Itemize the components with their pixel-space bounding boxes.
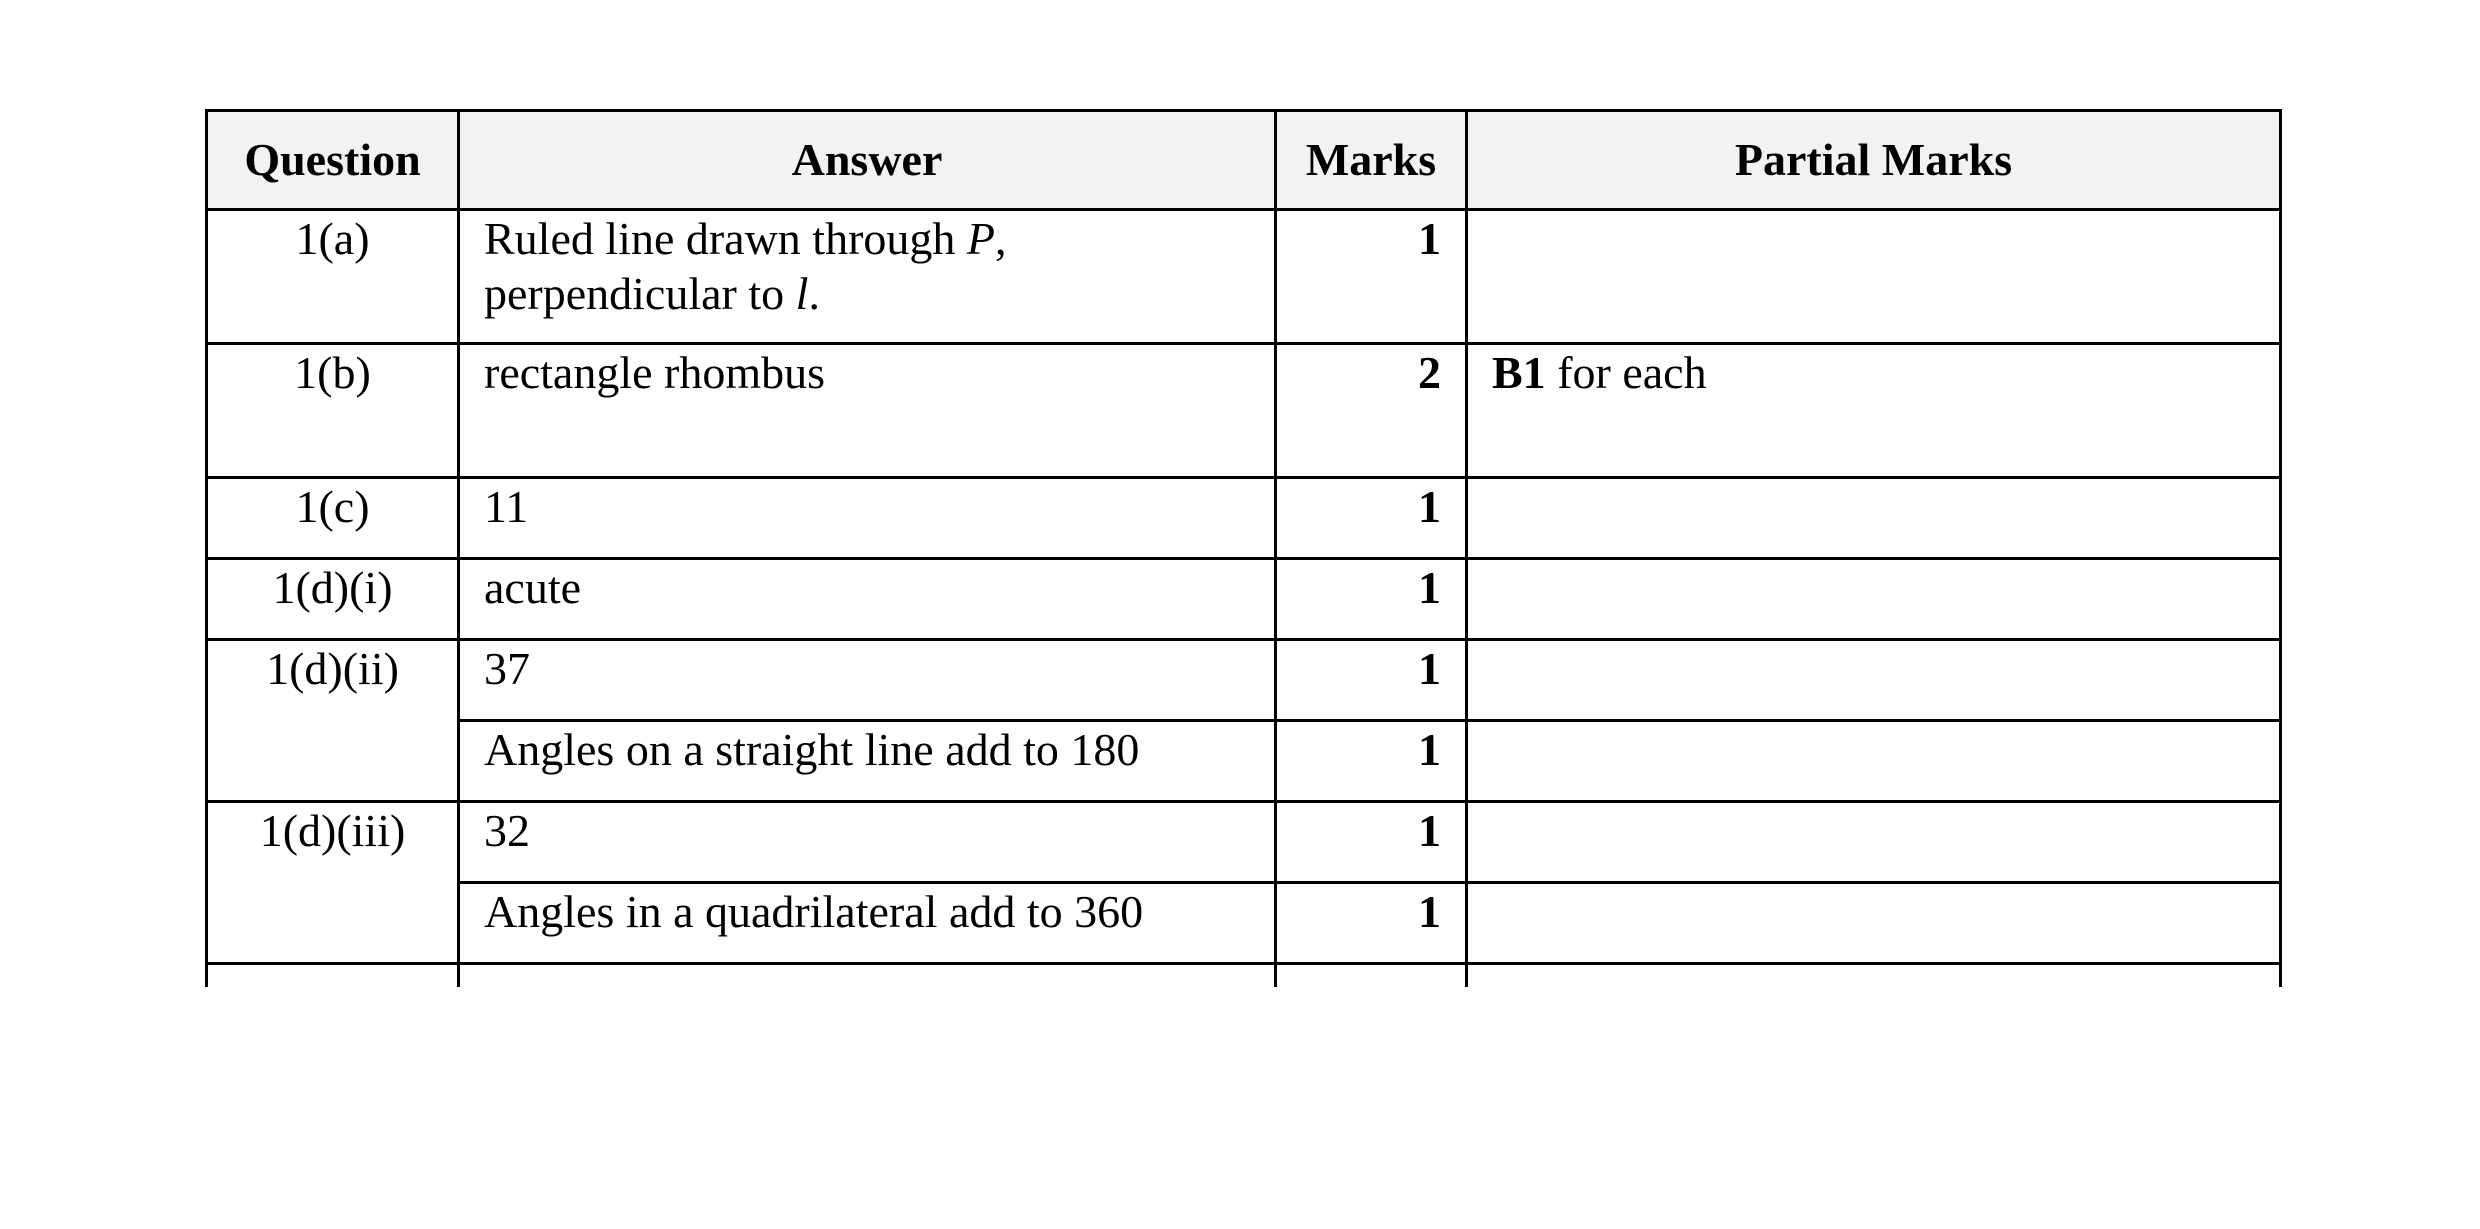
table-row	[207, 478, 2281, 559]
answer-text: ,	[995, 213, 1007, 264]
partial-marks-cell	[1467, 559, 2281, 640]
mark-code: B1	[1492, 347, 1546, 398]
answer-cell: 32	[459, 802, 1276, 883]
partial-marks-cell	[1467, 344, 2281, 478]
partial-marks-cell	[1467, 721, 2281, 802]
partial-marks-text: for each	[1545, 347, 1707, 398]
partial-marks-cell	[1467, 964, 2281, 988]
partial-marks-cell	[1467, 802, 2281, 883]
answer-variable: l	[795, 268, 809, 320]
question-cell: 1(c)	[207, 478, 459, 559]
answer-cell: acute	[459, 559, 1276, 640]
marks-cell	[1276, 964, 1467, 988]
question-cell: 1(b)	[207, 344, 459, 478]
marks-cell: 1	[1276, 478, 1467, 559]
answer-text: .	[808, 268, 820, 320]
table-row	[207, 559, 2281, 640]
answer-text: perpendicular to	[484, 268, 796, 320]
table-row	[207, 210, 2281, 344]
marks-cell: 1	[1276, 883, 1467, 964]
header-partial-marks: Partial Marks	[1467, 111, 2281, 210]
answer-cell: 11	[459, 478, 1276, 559]
question-cell: 1(d)(ii)	[207, 640, 459, 802]
header-answer: Answer	[459, 111, 1276, 210]
question-cell	[207, 964, 459, 988]
table-row	[207, 640, 2281, 721]
marks-cell: 1	[1276, 640, 1467, 721]
answer-text: Ruled line drawn through	[484, 213, 967, 264]
answer-cell	[459, 210, 1276, 344]
mark-scheme-table	[205, 109, 2282, 987]
header-marks: Marks	[1276, 111, 1467, 210]
answer-cell: 37	[459, 640, 1276, 721]
partial-marks-cell	[1467, 883, 2281, 964]
answer-cell: Angles on a straight line add to 180	[459, 721, 1276, 802]
marks-cell: 1	[1276, 559, 1467, 640]
partial-marks-cell	[1467, 478, 2281, 559]
marks-cell: 1	[1276, 210, 1467, 344]
header-question: Question	[207, 111, 459, 210]
partial-marks-cell	[1467, 640, 2281, 721]
table-row	[207, 721, 2281, 802]
table-row	[207, 883, 2281, 964]
question-cell: 1(a)	[207, 210, 459, 344]
question-cell: 1(d)(i)	[207, 559, 459, 640]
table-row-continued	[207, 964, 2281, 988]
marks-cell: 1	[1276, 802, 1467, 883]
table-row	[207, 802, 2281, 883]
answer-cell: rectangle rhombus	[459, 344, 1276, 478]
answer-cell	[459, 964, 1276, 988]
table-row	[207, 344, 2281, 478]
marks-cell: 2	[1276, 344, 1467, 478]
question-cell: 1(d)(iii)	[207, 802, 459, 964]
answer-cell: Angles in a quadrilateral add to 360	[459, 883, 1276, 964]
answer-variable: P	[966, 213, 996, 264]
header-row	[207, 111, 2281, 210]
partial-marks-cell	[1467, 210, 2281, 344]
marks-cell: 1	[1276, 721, 1467, 802]
